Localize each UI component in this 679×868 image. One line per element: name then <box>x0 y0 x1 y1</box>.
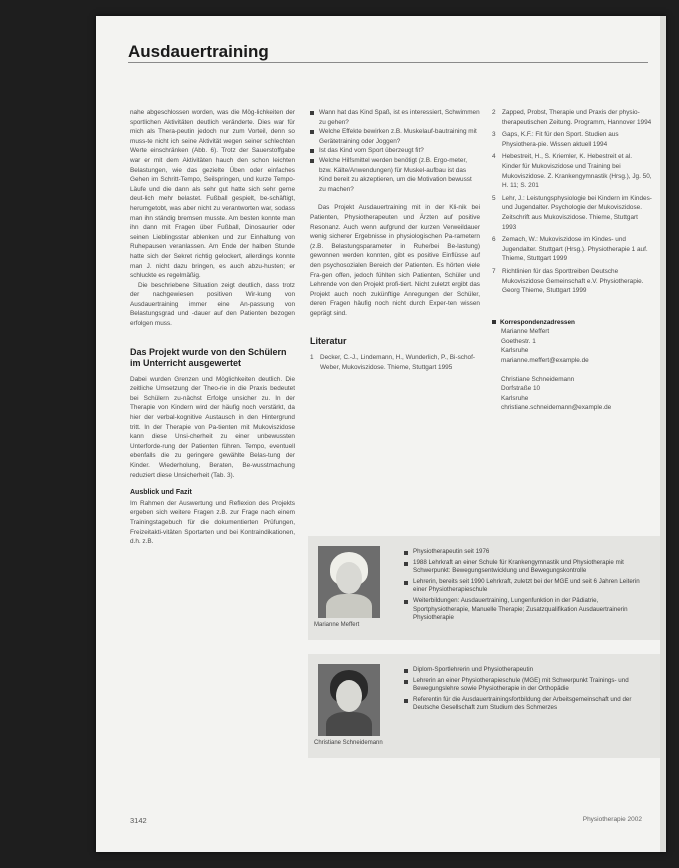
correspondence-title: Korrespondenzadressen <box>500 318 575 326</box>
section-heading: Das Projekt wurde von den Schülern im Unterricht ausgewertet <box>130 346 287 368</box>
author-bio-box <box>308 536 660 640</box>
author-bio-box <box>308 654 660 758</box>
bio-item: Lehrerin, bereits seit 1990 Lehrkraft, zuletzt bei der MGE und seit 6 Jahren Leiterin einer Physiotherapieschule <box>404 578 650 595</box>
address-line: Karlsruhe <box>501 394 529 402</box>
section-header: Ausdauertraining <box>128 42 269 61</box>
bio-item: Weiterbildungen: Ausdauertraining, Lungenfunktion in der Pädiatrie, Sportphysiotherapie, Manuelle Therapie; Zusatzqualifikation Ausdauertrainerin Physiotherapie <box>404 597 650 623</box>
question-list <box>310 108 480 194</box>
list-item: Welche Hilfsmittel werden benötigt (z.B. Ergo-meter, bzw. Kälte/Anwendungen) für Muskel-aufbau ist das Kind bereit zu akzeptieren, um die Motivation bewusst zu machen? <box>310 156 480 194</box>
bio-list <box>404 548 650 625</box>
address-line: Christiane Schneidemann <box>501 375 575 383</box>
list-item: Ist das Kind vom Sport überzeugt fit? <box>310 146 480 156</box>
body-paragraph: Das Projekt Ausdauertraining mit in der Kli-nik bei Patienten, Physiotherapeuten und Ärzten auf positive Resonanz. Auch wenn aufgrund der kurzen Verweildauer wenig sicherer Ergebnisse in physiologischen Pa-rametern (z.B. Belastungsparameter in Ruhe/bei Be-lastung) gewonnen werden konnten, gibt es positive Einflüsse auf den psychosozialen Bereich der Patienten. Es hörten viele Fra-gen offen, jedoch fühlten sich Patienten, Schüler und Lehrende von den Projekt profi-tiert. Nicht zuletzt ergibt das Projekt auch noch zukünftige Anregungen der Schüler, deren Fragen häufig noch nicht durch Exper-ten wissen geprägt sind. <box>310 204 480 317</box>
bio-item: 1988 Lehrkraft an einer Schule für Krankengymnastik und Physiotherapie mit Schwerpunkt: Bewegungsentwicklung und Bewegungskontrolle <box>404 559 650 576</box>
literature-item: 3 Gaps, K.F.: Fit für den Sport. Studien aus Physiothera-pie. Wissen aktuell 1994 <box>492 131 619 148</box>
email-link[interactable]: marianne.meffert@example.de <box>501 357 589 365</box>
literature-item: 2 Zapped, Probst, Therapie und Praxis der physio-therapeutischen Zeitung. Programm, Hannover 1994 <box>492 109 652 126</box>
header-rule <box>128 62 648 63</box>
bio-item: Diplom-Sportlehrerin und Physiotherapeutin <box>404 666 650 675</box>
literature-item: 5 Lehr, J.: Leistungsphysiologie bei Kindern im Kindes- und Jugendalter. Psychologie der Mukoviszidose. Zeitschrift aus Mukoviszidose. Thieme, Stuttgart 1993 <box>492 194 652 231</box>
list-item: Wann hat das Kind Spaß, ist es interessiert, Schwimmen zu gehen? <box>310 108 480 127</box>
body-paragraph: nahe abgeschlossen worden, was die Mög-lichkeiten der sportlichen Aktivitäten deutlich veränderte. Dies war für mich als Thera-peutin jedoch nur zum Vorteil, denn so muss-te nicht ich seine Aktivität wegen seiner schlechten Werte einschränken (Abb. 6). Trotz der Sauerstoffgabe war er mit dem Aktivitäten hauch den schon leichten Belastungen, wie das gezielte Üben oder einfaches Gehen im Schritt-Tempo, Seilspringen, und kurze Tempo-Läufe und die dann als sehr gut hatte sich sehr gerne deut-lich mehr belastet. Fußball gespielt, be-schäftigt, herumgetobt, was aber nicht zu verantworten war, sodass man ihn ständig bremsen musste. Am besten konnte man ihn dann mit Fragen über Fußball, Dinosaurier oder seinen Lieblingsstar ablenken und zur Einhaltung von Ruhepausen veranlassen. Am Ende der halben Stunde hatte sich der Sekret richtig gelockert, allerdings konnte man J. nicht dazu bringen, es auch abzu-husten; er schluckte es regelmäßig. <box>130 109 295 280</box>
address-line: Marianne Meffert <box>501 328 550 336</box>
literature-list-continued <box>492 108 652 296</box>
subsection-heading: Ausblick und Fazit <box>130 489 192 497</box>
list-item: Welche Effekte bewirken z.B. Muskelauf-bautraining mit Gerätetraining oder Joggen? <box>310 127 480 146</box>
address-line: Dorfstraße 10 <box>501 385 541 393</box>
literature-item: 7 Richtlinien für das Sporttreiben Deutsche Mukoviszidose Gemeinschaft e.V. Physiotherapie. Georg Thieme, Stuttgart 1999 <box>492 267 644 295</box>
body-paragraph: Dabei wurden Grenzen und Möglichkeiten deutlich. Die zeitliche Umsetzung der Theo-rie in die Praxis bedeutet bei Schülern zu-nächst Erfolge unsicher zu. In der Therapie von Kindern wird der häufig noch verstärkt, da hier der verbal-kognitive Austausch in den Hintergrund tritt. In der Therapie von Pa-tienten mit Mukoviszidose kann diese Unsi-cherheit zu einer unbewussten Unterforde-rung der Patienten führen. Tempo, eventuell ebenfalls die zu geringere gewählte Belas-tung der Kinder. Wiederholung, Beraten, Be-wusstmachung reduziert diese Unsicherheit (Tab. 3). <box>130 375 295 479</box>
page-number: 3142 <box>130 816 147 825</box>
address-line: Goethestr. 1 <box>501 337 536 345</box>
column-right <box>492 108 652 413</box>
column-middle <box>310 108 480 376</box>
bio-item: Lehrerin an einer Physiotherapieschule (MGE) mit Schwerpunkt Trainings- und Bewegungslehre sowie Physiotherapie in der Orthopädie <box>404 677 650 694</box>
literature-item: 1 Decker, C.-J., Lindemann, H., Wunderlich, P., Bi-schof-Weber, Mukoviszidose. Thieme, Stuttgart 1995 <box>310 354 475 372</box>
address-line: Karlsruhe <box>501 347 529 355</box>
column-left <box>130 108 295 547</box>
photo-caption: Christiane Schneidemann <box>314 740 383 746</box>
bio-item: Referentin für die Ausdauertrainingsfortbildung der Arbeitsgemeinschaft und der Deutsche Gesellschaft zum Studium des Schmerzes <box>404 696 650 713</box>
bullet-square-icon <box>492 320 496 324</box>
body-paragraph: Im Rahmen der Auswertung und Reflexion des Projekts ergeben sich weitere Fragen z.B. zur Frage nach einem Trainingstagebuch für die dokumentierten Prüfungen, Freizeitakti-vitäten Sportarten und bei Kontraindikationen, d.h. z.B. <box>130 499 295 546</box>
photo-caption: Marianne Meffert <box>314 622 360 628</box>
journal-footer: Physiotherapie 2002 <box>582 816 642 823</box>
author-photo <box>318 546 380 618</box>
literature-heading: Literatur <box>310 336 347 347</box>
bio-item: Physiotherapeutin seit 1976 <box>404 548 650 557</box>
author-photo <box>318 664 380 736</box>
bio-list <box>404 666 650 715</box>
correspondence-block <box>492 318 652 413</box>
body-paragraph: Die beschriebene Situation zeigt deutlich, dass trotz der nachgewiesen positiven Wir-kung von Ausdauertraining immer eine An-passung von Belastungsgrad und -dauer auf den Patienten bezogen erfolgen muss. <box>130 281 295 328</box>
literature-item: 6 Zemach, W.: Mukoviszidose im Kindes- und Jugendalter. Stuttgart (Hrsg.). Physiotherapie 1 auf. Thieme, Stuttgart 1999 <box>492 236 648 263</box>
page-edge <box>660 16 666 852</box>
journal-page <box>96 16 666 852</box>
email-link[interactable]: christiane.schneidemann@example.de <box>501 404 612 412</box>
literature-list <box>310 353 480 372</box>
literature-item: 4 Hebestreit, H., S. Kriemler, K. Hebestreit et al. Kinder für Mukoviszidose und Training bei Mukoviszidose. Z. Krankengymnastik (Hrsg.), Jg. 50, H. 11; S. 201 <box>492 153 652 190</box>
